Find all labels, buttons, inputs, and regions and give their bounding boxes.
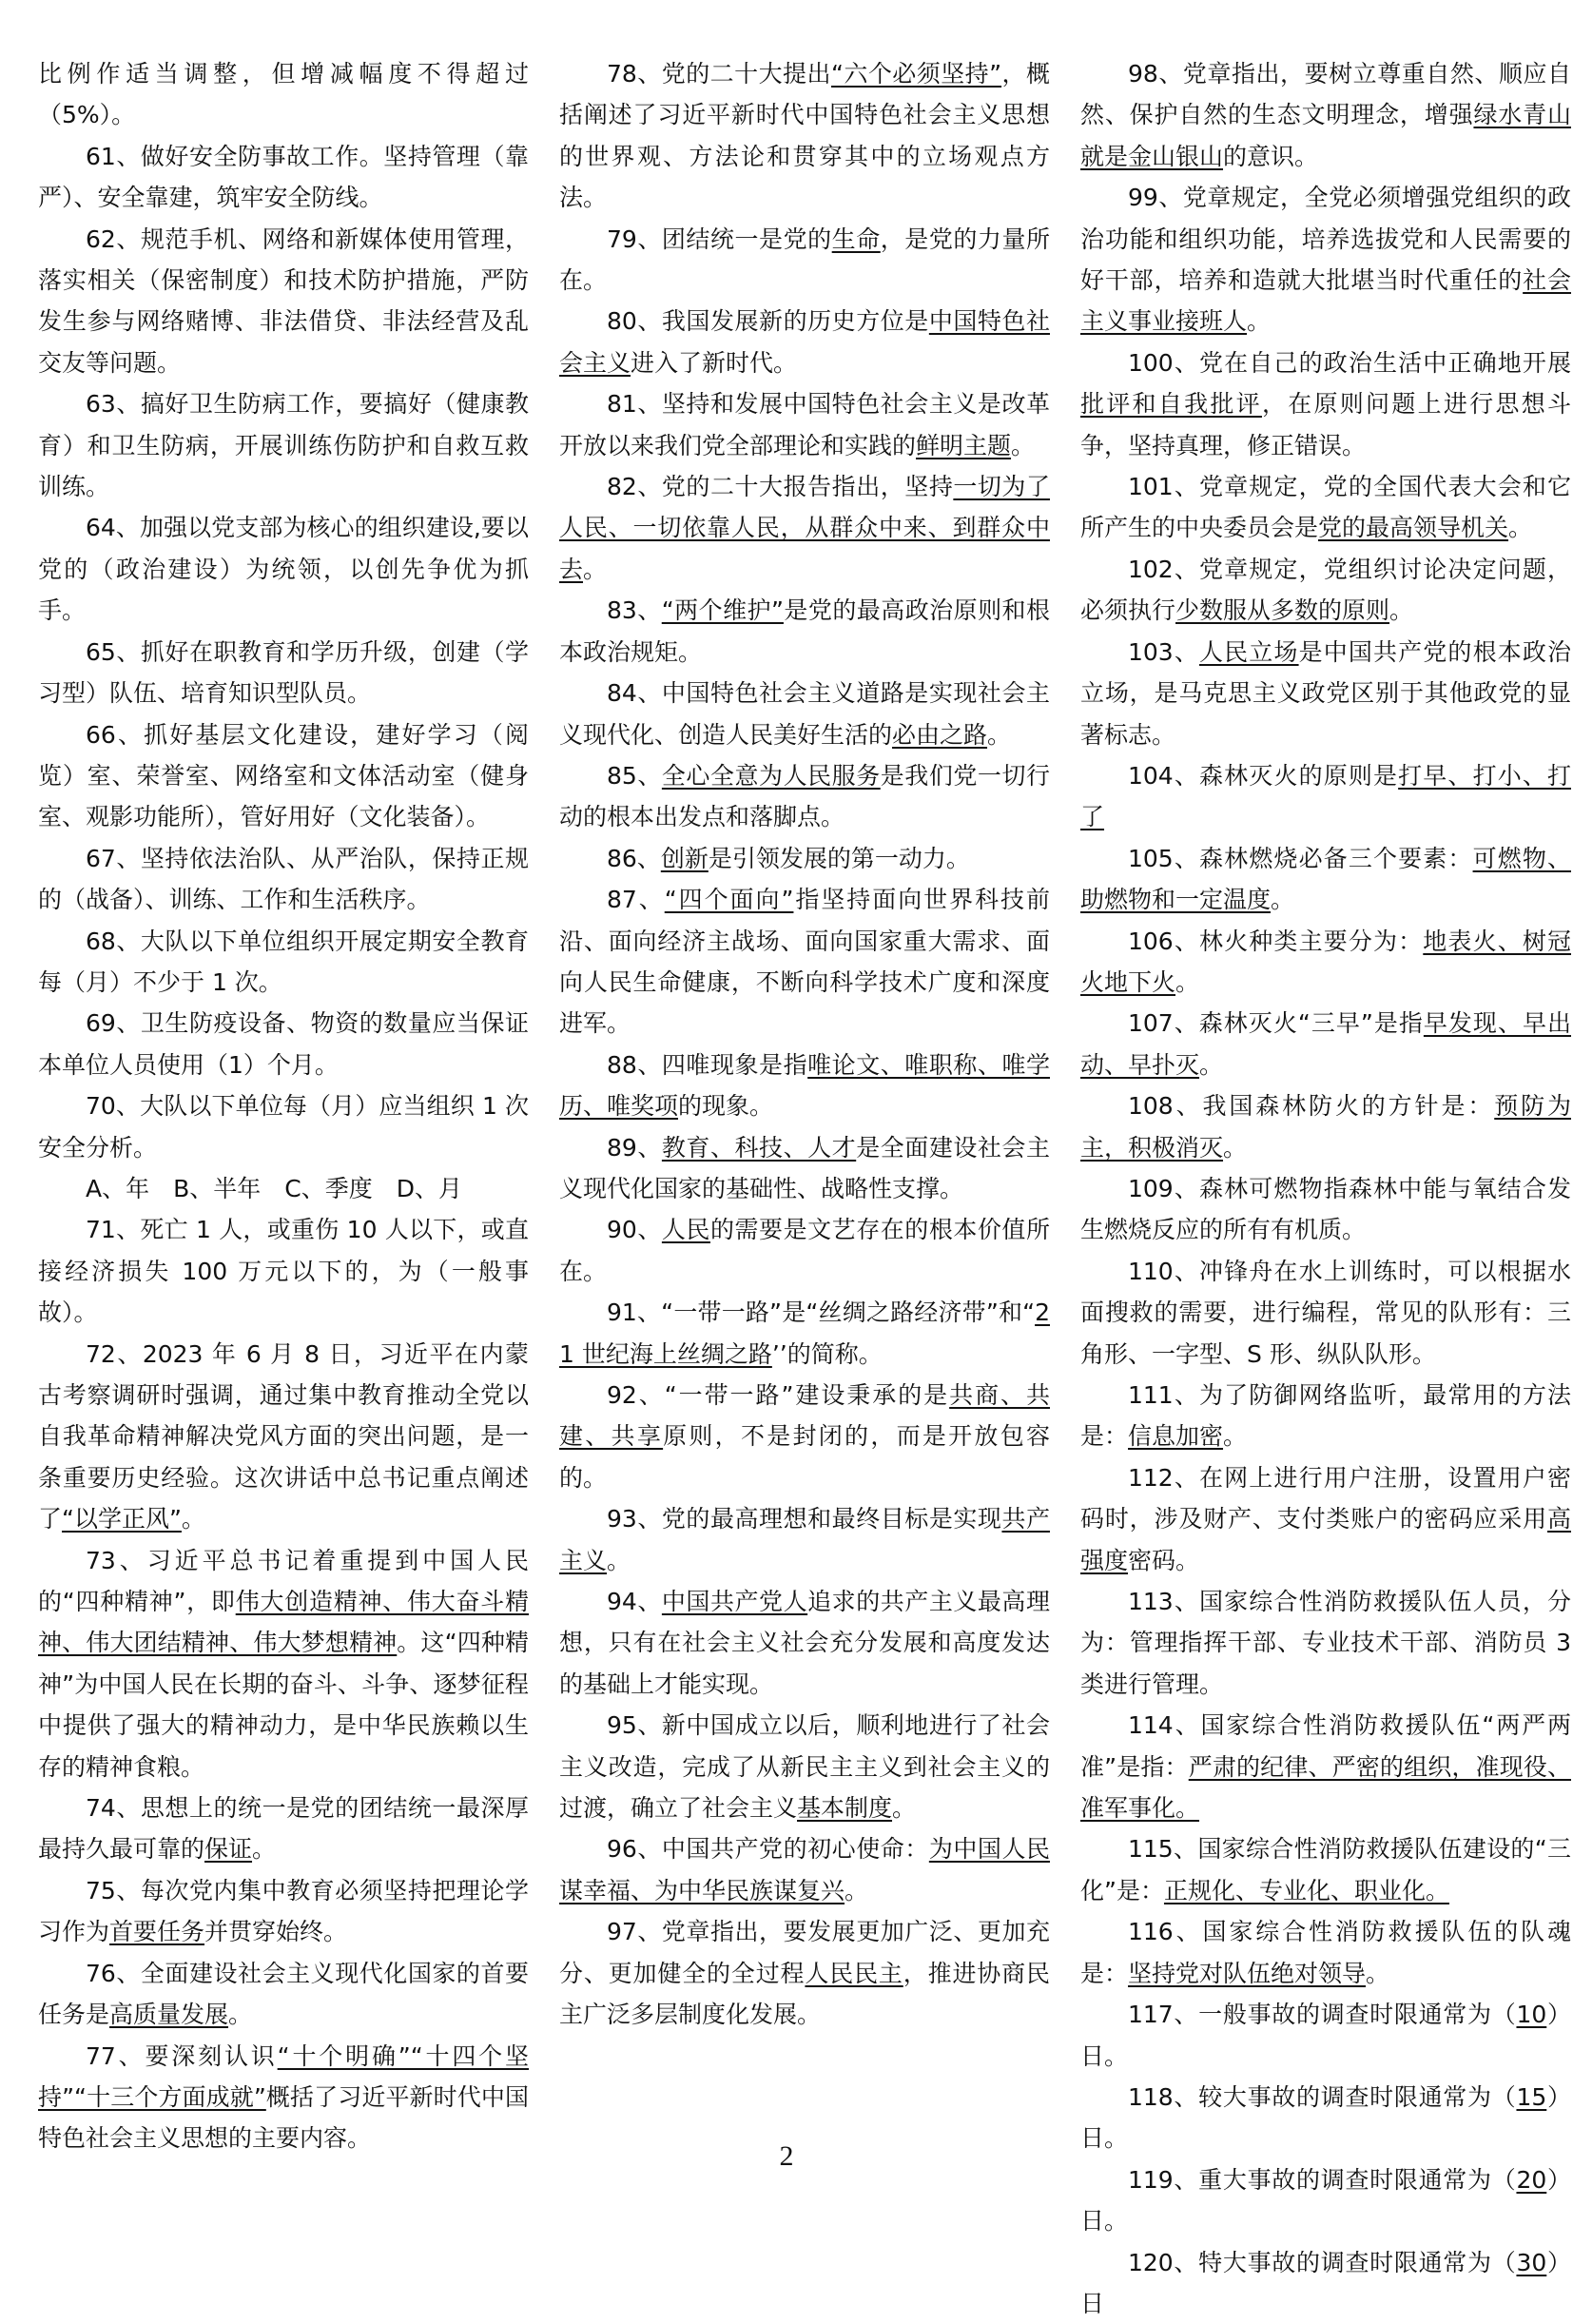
answer-text: “两个维护” [661, 596, 784, 625]
question-item [38, 53, 529, 136]
answer-text: 全心全意为人民服务 [661, 761, 881, 790]
question-text: 61、做好安全防事故工作。坚持管理（靠严）、安全靠建，筑牢安全防线。 [38, 142, 529, 212]
question-text: 114、国家综合性消防救援队伍“两严两准”是指： [1080, 1711, 1571, 1781]
question-text: ）日 [1080, 2248, 1571, 2317]
question-text: 并贯穿始终。 [204, 1918, 348, 1946]
question-text: 。 [1366, 1959, 1390, 1987]
question-text: 120、特大事故的调查时限通常为（ [1128, 2248, 1517, 2276]
answer-text: 10 [1516, 2001, 1547, 2029]
question-text: 。 [987, 720, 1012, 749]
question-item [1080, 1705, 1571, 1828]
answer-text: 地表火、树冠火地下火 [1080, 927, 1571, 996]
question-text: 。 [1199, 1050, 1224, 1079]
answer-text: 唯论文、唯职称、唯学历、唯奖项 [559, 1050, 1050, 1121]
question-item [559, 838, 1050, 879]
question-item [559, 673, 1050, 755]
question-text: 93、党的最高理想和最终目标是实现 [607, 1505, 1002, 1533]
question-text: ，概括阐述了习近平新时代中国特色社会主义思想的世界观、方法论和贯穿其中的立场观点方法。 [559, 60, 1050, 212]
question-text: 72、2023 年 6 月 8 日，习近平在内蒙古考察调研时强调，通过集中教育推动全党以自我革命精神解决党风方面的突出问题，是一条重要历史经验。这次讲话中总书记重点阐述了 [38, 1339, 529, 1533]
question-text: 。 [181, 1505, 205, 1533]
question-item [559, 1828, 1050, 1911]
question-text: 77、要深刻认识 [86, 2041, 278, 2070]
question-text: 118、较大事故的调查时限通常为（ [1128, 2082, 1517, 2111]
question-text: 的意识。 [1223, 142, 1319, 170]
question-item [1080, 838, 1571, 921]
question-text: 94、 [607, 1588, 662, 1616]
answer-text: 人民立场 [1199, 637, 1299, 666]
question-item [559, 53, 1050, 219]
answer-text: 可燃物、助燃物和一定温度 [1080, 844, 1571, 914]
question-text: A、年 B、半年 C、季度 D、月 [86, 1174, 462, 1202]
answer-text: 教育、科技、人才 [661, 1133, 857, 1162]
question-item [1080, 177, 1571, 342]
question-item [38, 1003, 529, 1085]
question-item [38, 1168, 529, 1209]
question-text: 101、党章规定，党的全国代表大会和它所产生的中央委员会是 [1080, 473, 1571, 542]
question-text: 是党的最高政治原则和根本政治规矩。 [559, 596, 1050, 666]
question-text: 。 [1247, 307, 1272, 336]
question-item [559, 879, 1050, 1045]
question-text: 。 [607, 1546, 631, 1574]
question-text: 88、四唯现象是指 [607, 1050, 808, 1079]
question-item [559, 755, 1050, 838]
answer-text: 人民民主 [805, 1959, 903, 1987]
question-text: 63、搞好卫生防病工作，要搞好（健康教育）和卫生防病，开展训练伤防护和自救互救训练。 [38, 390, 529, 501]
question-text: 116、国家综合性消防救援队伍的队魂是： [1080, 1918, 1571, 1987]
answer-text: 共商、共建、共享 [559, 1381, 1050, 1451]
question-item [559, 1375, 1050, 1498]
question-text: 106、林火种类主要分为： [1128, 927, 1424, 955]
question-text: 。 [1389, 596, 1414, 625]
question-text: 是全面建设社会主义现代化国家的基础性、战略性支撑。 [559, 1133, 1050, 1202]
question-text: 的需要是文艺存在的根本价值所在。 [559, 1216, 1050, 1285]
answer-text: 人民 [661, 1216, 710, 1244]
answer-text: 为中国人民谋幸福、为中华民族谋复兴 [559, 1835, 1050, 1904]
question-text: 81、坚持和发展中国特色社会主义是改革开放以来我们党全部理论和实践的 [559, 390, 1050, 459]
question-text: 80、我国发展新的历史方位是 [607, 307, 929, 336]
question-text: 96、中国共产党的初心使命： [607, 1835, 929, 1864]
question-text: 。 [1223, 1133, 1248, 1162]
question-text: 70、大队以下单位每（月）应当组织 1 次安全分析。 [38, 1092, 529, 1162]
question-text: 密码。 [1128, 1546, 1200, 1574]
question-text: 90、 [607, 1216, 662, 1244]
question-text: 115、国家综合性消防救援队伍建设的“三化”是： [1080, 1835, 1571, 1904]
question-text: 。 [1508, 514, 1533, 542]
answer-text: 15 [1516, 2082, 1547, 2111]
question-text: 105、森林燃烧必备三个要素： [1128, 844, 1473, 872]
question-text: 99、党章规定，全党必须增强党组织的政治功能和组织功能，培养选拔党和人民需要的好干部，培养和造就大批堪当时代重任的 [1080, 184, 1571, 295]
question-item [1080, 342, 1571, 466]
question-text: 117、一般事故的调查时限通常为（ [1128, 2001, 1517, 2029]
question-text: 100、党在自己的政治生活中正确地开展 [1128, 348, 1571, 377]
question-text: 78、党的二十大提出 [607, 60, 831, 88]
question-text: 62、规范手机、网络和新媒体使用管理，落实相关（保密制度）和技术防护措施，严防发生参与网络赌博、非法借贷、非法经营及乱交友等问题。 [38, 225, 529, 377]
question-text: 指坚持面向世界科技前沿、面向经济主战场、面向国家重大需求、面向人民生命健康，不断向科学技术广度和深度进军。 [559, 886, 1051, 1038]
question-item [1080, 1581, 1571, 1705]
question-text: 68、大队以下单位组织开展定期安全教育每（月）不少于 1 次。 [38, 927, 529, 996]
question-item [1080, 53, 1571, 177]
question-text: 。 [252, 1835, 277, 1864]
question-item [1080, 466, 1571, 549]
question-text: 86、 [607, 844, 661, 872]
question-item [1080, 632, 1571, 755]
answer-text: 社会主义事业接班人 [1080, 266, 1571, 336]
answer-text: “四个面向” [664, 886, 794, 914]
question-item [38, 219, 529, 384]
question-text: 103、 [1128, 637, 1199, 666]
question-item [38, 1334, 529, 1540]
question-item [38, 1085, 529, 1168]
question-text: 87、 [607, 886, 665, 914]
question-text: 111、为了防御网络监听，最常用的方法是： [1080, 1381, 1571, 1451]
answer-text: 共产主义 [559, 1505, 1050, 1574]
question-item [1080, 1085, 1571, 1168]
answer-text: 中国特色社会主义 [559, 307, 1050, 377]
question-text: 113、国家综合性消防救援队伍人员，分为：管理指挥干部、专业技术干部、消防员 3 类进行管理。 [1080, 1588, 1571, 1698]
question-text: 102、党章规定，党组织讨论决定问题，必须执行 [1080, 555, 1571, 625]
question-text: 66、抓好基层文化建设，建好学习（阅览）室、荣誉室、网络室和文体活动室（健身室、观影功能所），管好用好（文化装备）。 [38, 720, 529, 831]
question-text: 的现象。 [678, 1092, 774, 1121]
question-item [559, 1498, 1050, 1581]
question-item [1080, 1994, 1571, 2077]
question-text: 。 [892, 1794, 917, 1823]
question-item [38, 1870, 529, 1953]
question-text: 92、“一带一路”建设秉承的是 [607, 1381, 950, 1409]
question-item [38, 838, 529, 921]
question-text: 76、全面建设社会主义现代化国家的首要任务是 [38, 1959, 529, 2029]
answer-text: 少数服从多数的原则 [1175, 596, 1390, 625]
answer-text: 批评和自我批评 [1080, 390, 1262, 419]
question-text: 107、森林灭火“三早”是指 [1128, 1009, 1424, 1038]
question-text: 。 [1175, 967, 1200, 996]
answer-text: 20 [1516, 2165, 1547, 2194]
question-text: ，在原则问题上进行思想斗争，坚持真理，修正错误。 [1080, 390, 1571, 459]
answer-text: 一切为了人民、一切依靠人民，从群众中来、到群众中去 [559, 473, 1050, 583]
question-text: 79、团结统一是党的 [607, 225, 832, 253]
question-text: ）日。 [1080, 2082, 1571, 2153]
answer-text: 基本制度 [797, 1794, 893, 1823]
question-item [1080, 755, 1571, 838]
question-text: 。 [1223, 1422, 1248, 1451]
question-text: 追求的共产主义最高理想，只有在社会主义社会充分发展和高度发达的基础上才能实现。 [559, 1588, 1050, 1698]
question-item [1080, 1003, 1571, 1085]
answer-text: 必由之路 [892, 720, 988, 749]
question-text: 110、冲锋舟在水上训练时，可以根据水面搜救的需要，进行编程，常见的队形有：三角形、一字型、S 形、纵队队形。 [1080, 1257, 1571, 1368]
question-item [559, 1209, 1050, 1292]
question-item [38, 1953, 529, 2036]
question-item [1080, 549, 1571, 632]
question-text: ）日。 [1080, 2165, 1571, 2236]
question-text: 。 [1271, 886, 1295, 914]
text-column-right [1080, 53, 1571, 2324]
question-item [559, 590, 1050, 673]
question-text: 原则，不是封闭的，而是开放包容的。 [559, 1422, 1050, 1492]
question-text: 是我们党一切行动的根本出发点和落脚点。 [559, 761, 1050, 831]
question-item [1080, 1168, 1571, 1251]
question-text: 进入了新时代。 [631, 348, 798, 377]
question-text: 73、习近平总书记着重提到中国人民的“四种精神”，即 [38, 1546, 529, 1616]
question-item [1080, 1251, 1571, 1375]
page-number: 2 [779, 2140, 794, 2172]
answer-text: 30 [1516, 2248, 1547, 2276]
question-text: 104、森林灭火的原则是 [1128, 761, 1399, 790]
question-text: ’’的简称。 [771, 1339, 883, 1368]
question-text: 。这“四种精神”为中国人民在长期的奋斗、斗争、逐梦征程中提供了强大的精神动力，是中华民族赖以生存的精神食粮。 [38, 1629, 529, 1781]
question-item [38, 921, 529, 1004]
question-item [38, 1787, 529, 1870]
answer-text: 创新 [660, 844, 709, 872]
question-text: 65、抓好在职教育和学历升级，创建（学习型）队伍、培育知识型队员。 [38, 637, 529, 708]
question-text: 108、我国森林防火的方针是： [1128, 1092, 1495, 1121]
question-text: ）日。 [1080, 2001, 1571, 2070]
question-text: 67、坚持依法治队、从严治队，保持正规的（战备）、训练、工作和生活秩序。 [38, 844, 529, 914]
text-column-left [38, 53, 529, 2159]
question-text: 。 [845, 1876, 869, 1904]
question-text: 69、卫生防疫设备、物资的数量应当保证本单位人员使用（1）个月。 [38, 1009, 529, 1079]
question-item [1080, 1457, 1571, 1581]
answer-text: “十个明确”“十四个坚持”“十三个方面成就” [38, 2041, 530, 2111]
answer-text: 早发现、早出动、早扑灭 [1080, 1009, 1571, 1079]
answer-text: 严肃的纪律、严密的组织，准现役、准军事化。 [1080, 1752, 1571, 1823]
answer-text: 正规化、专业化、职业化。 [1163, 1876, 1449, 1904]
question-text: 是中国共产党的根本政治立场，是马克思主义政党区别于其他政党的显著标志。 [1080, 637, 1571, 749]
question-text: 91、“一带一路”是“丝绸之路经济带”和“ [607, 1299, 1036, 1327]
question-text: 85、 [607, 761, 662, 790]
answer-text: 中国共产党人 [661, 1588, 808, 1616]
question-item [38, 136, 529, 219]
question-text: 84、中国特色社会主义道路是实现社会主义现代化、创造人民美好生活的 [559, 679, 1050, 749]
answer-text: 坚持党对队伍绝对领导 [1128, 1959, 1367, 1987]
answer-text: 伟大创造精神、伟大奋斗精神、伟大团结精神、伟大梦想精神 [38, 1588, 529, 1657]
answer-text: 打早、打小、打了 [1080, 761, 1571, 831]
question-text: 比例作适当调整，但增减幅度不得超过（5%）。 [38, 60, 529, 129]
question-text: ，推进协商民主广泛多层制度化发展。 [559, 1959, 1050, 2029]
question-item [38, 383, 529, 507]
question-item [559, 466, 1050, 590]
question-item [559, 1705, 1050, 1828]
question-text: 112、在网上进行用户注册，设置用户密码时，涉及财产、支付类账户的密码应采用 [1080, 1463, 1571, 1533]
question-item [1080, 1828, 1571, 1911]
question-text: 75、每次党内集中教育必须坚持把理论学习作为 [38, 1876, 529, 1946]
question-text: 82、党的二十大报告指出，坚持 [607, 473, 954, 501]
question-text: 97、党章指出，要发展更加广泛、更加充分、更加健全的全过程 [559, 1918, 1050, 1987]
question-text: 71、死亡 1 人，或重伤 10 人以下，或直接经济损失 100 万元以下的，为（一般事故）。 [38, 1216, 529, 1327]
question-item [38, 1540, 529, 1787]
answer-text: 生命 [831, 225, 881, 253]
question-item [559, 1911, 1050, 2035]
question-item [559, 383, 1050, 466]
question-text: 。 [1011, 431, 1036, 459]
question-text: 98、党章指出，要树立尊重自然、顺应自然、保护自然的生态文明理念，增强 [1080, 60, 1571, 129]
answer-text: “以学正风” [62, 1505, 182, 1533]
question-item [38, 507, 529, 631]
question-text: ，是党的力量所在。 [559, 225, 1050, 295]
question-text: 95、新中国成立以后，顺利地进行了社会主义改造，完成了从新民主主义到社会主义的过渡，确立了社会主义 [559, 1711, 1050, 1823]
question-item [38, 632, 529, 714]
question-item [559, 219, 1050, 302]
question-text: 89、 [607, 1133, 662, 1162]
text-column-middle [559, 53, 1050, 2036]
answer-text: 党的最高领导机关 [1318, 514, 1509, 542]
answer-text: 高质量发展 [109, 2001, 229, 2029]
answer-text: 预防为主，积极消灭 [1080, 1092, 1571, 1162]
question-item [559, 301, 1050, 383]
answer-text: 鲜明主题 [916, 431, 1012, 459]
answer-text: 21 世纪海上丝绸之路 [559, 1299, 1050, 1368]
question-item [1080, 1911, 1571, 1994]
question-item [38, 714, 529, 838]
question-item [1080, 2242, 1571, 2324]
question-text: 。 [583, 555, 608, 583]
question-text: 83、 [607, 596, 662, 625]
question-text: 是引领发展的第一动力。 [708, 844, 970, 872]
question-text: 64、加强以党支部为核心的组织建设,要以党的（政治建设）为统领，以创先争优为抓手。 [38, 514, 529, 625]
answer-text: 保证 [204, 1835, 253, 1864]
question-item [559, 1581, 1050, 1705]
question-text: 119、重大事故的调查时限通常为（ [1128, 2165, 1517, 2194]
question-item [1080, 1375, 1571, 1457]
answer-text: 首要任务 [109, 1918, 205, 1946]
question-text: 109、森林可燃物指森林中能与氧结合发生燃烧反应的所有有机质。 [1080, 1174, 1571, 1244]
question-item [559, 1045, 1050, 1127]
answer-text: 绿水青山就是金山银山 [1080, 101, 1571, 170]
question-text: 。 [228, 2001, 253, 2029]
question-text: 74、思想上的统一是党的团结统一最深厚最持久最可靠的 [38, 1794, 529, 1864]
question-text: 概括了习近平新时代中国特色社会主义思想的主要内容。 [38, 2082, 529, 2153]
question-item [559, 1292, 1050, 1375]
answer-text: 高强度 [1080, 1505, 1571, 1574]
answer-text: 信息加密 [1128, 1422, 1224, 1451]
answer-text: “六个必须坚持” [830, 60, 1002, 88]
question-item [559, 1127, 1050, 1210]
question-item [38, 1209, 529, 1333]
question-item [1080, 921, 1571, 1004]
